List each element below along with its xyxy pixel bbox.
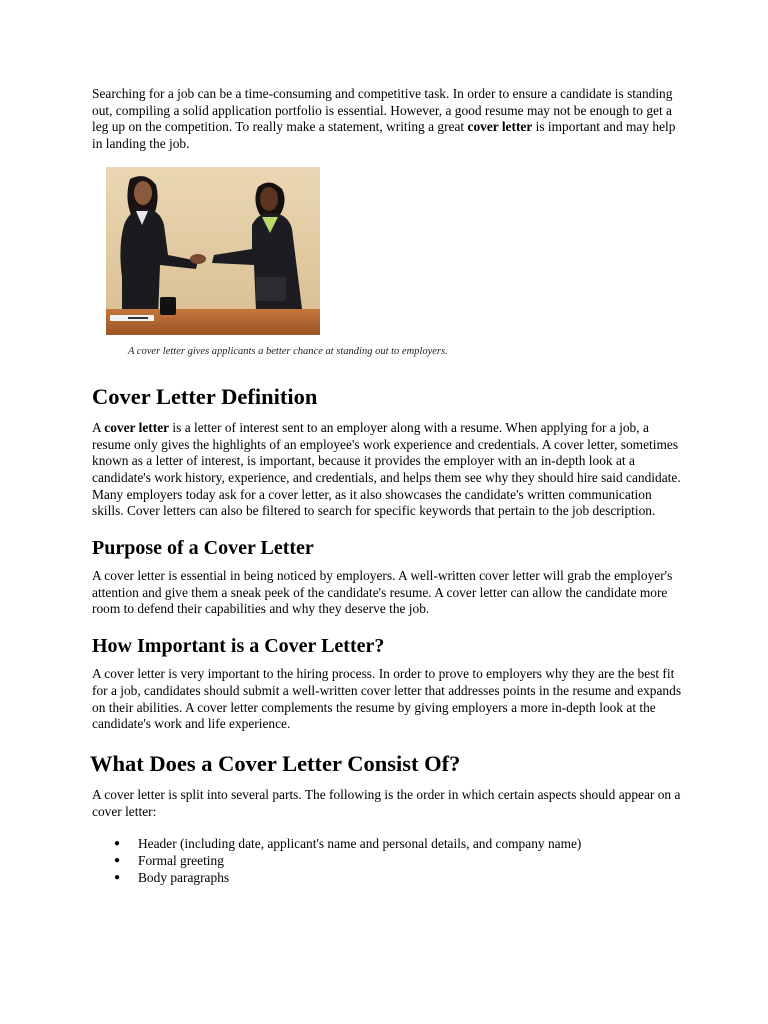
bullet-icon: ● bbox=[114, 838, 121, 850]
bullet-icon: ● bbox=[114, 871, 121, 883]
consist-paragraph: A cover letter is split into several parts. The following is the order in which certain aspects should appear on a cover letter: bbox=[92, 786, 681, 819]
bullet-icon: ● bbox=[114, 855, 121, 867]
parts-list bbox=[92, 836, 682, 886]
intro-bold-term: cover letter bbox=[467, 119, 533, 135]
heading-importance: How Important is a Cover Letter? bbox=[92, 635, 385, 658]
list-item: ● Header (including date, applicant's name and personal details, and company name) bbox=[114, 836, 582, 852]
heading-consist: What Does a Cover Letter Consist Of? bbox=[90, 750, 461, 776]
definition-paragraph: A cover letter is a letter of interest sent to an employer along with a resume. When applying for a job, a resume only gives the highlights of an employee's work experience and credentials. A cover letter, sometimes known as a letter of interest, is important, because it provides the employer with an in-depth look at a candidate's work history, experience, and credentials, and helps them see why they should hire said candidate. Many employers today ask for a cover letter, as it also showcases the candidate's written communication skills. Cover letters can also be filtered to search for specific keywords that pertain to the job description. bbox=[92, 419, 681, 519]
definition-bold-term: cover letter bbox=[104, 419, 170, 435]
document-page bbox=[92, 86, 682, 886]
list-item: ● Body paragraphs bbox=[114, 869, 230, 885]
handshake-photo bbox=[106, 167, 320, 335]
heading-definition: Cover Letter Definition bbox=[92, 383, 318, 409]
intro-paragraph: Searching for a job can be a time-consuming and competitive task. In order to ensure a candidate is standing out, compiling a solid application portfolio is essential. However, a good resume may not be enough to get a leg up on the competition. To really make a statement, writing a great cover letter is important and may help in landing the job. bbox=[92, 86, 676, 152]
image-caption: A cover letter gives applicants a better chance at standing out to employers. bbox=[128, 345, 448, 357]
list-item: ● Formal greeting bbox=[114, 853, 224, 869]
purpose-paragraph: A cover letter is essential in being noticed by employers. A well-written cover letter will grab the employer's attention and give them a sneak peek of the candidate's resume. A cover letter can allow the candidate more room to defend their capabilities and why they deserve the job. bbox=[92, 568, 673, 617]
heading-purpose: Purpose of a Cover Letter bbox=[92, 537, 314, 560]
importance-paragraph: A cover letter is very important to the hiring process. In order to prove to employers why they are the best fit for a job, candidates should submit a well-written cover letter that addresses points in the resume and expands on their abilities. A cover letter complements the resume by giving employers a more in-depth look at the candidate's work and life experience. bbox=[92, 666, 682, 732]
